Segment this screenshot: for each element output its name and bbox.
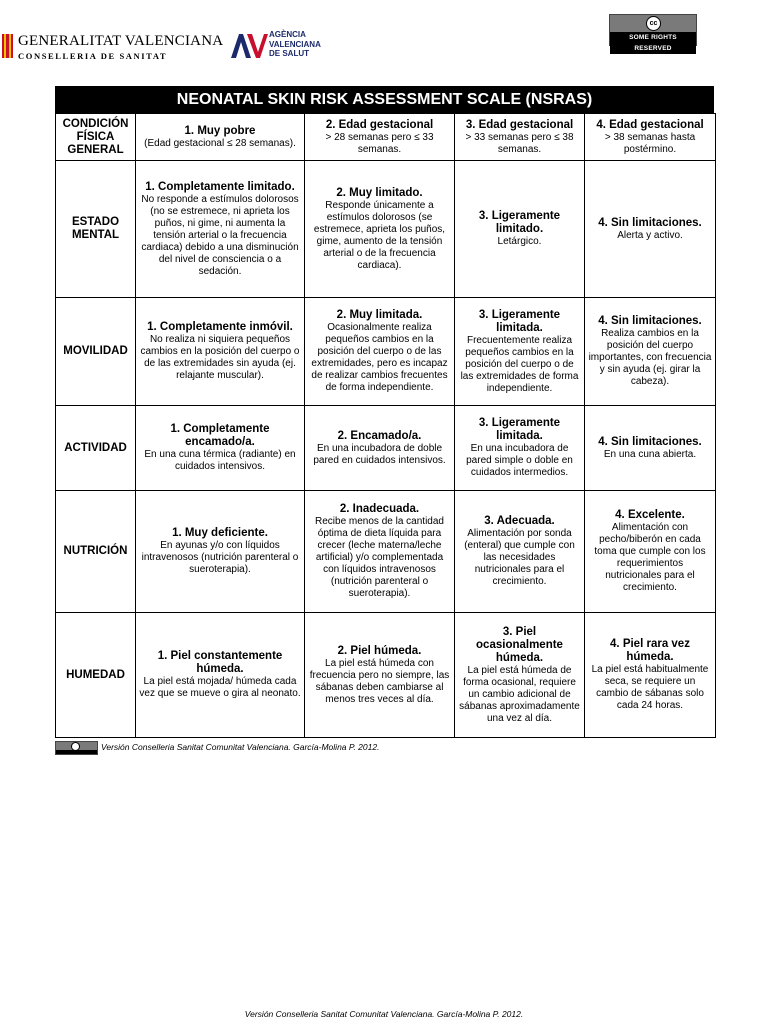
table-cell bbox=[585, 114, 716, 161]
creative-commons-badge bbox=[609, 14, 697, 52]
cell-description: La piel está húmeda de forma ocasional, requiere un cambio adicional de sábanas aproximadamente una vez al día. bbox=[459, 664, 580, 724]
cell-title: 2. Encamado/a. bbox=[337, 429, 422, 442]
cc-badge-text: SOME RIGHTS RESERVED bbox=[610, 32, 696, 54]
cell-description: Letárgico. bbox=[497, 236, 542, 247]
cell-description: En una incubadora de pared simple o doble en cuidados intermedios. bbox=[466, 443, 573, 478]
cell-title: 2. Inadecuada. bbox=[339, 503, 420, 515]
table-cell bbox=[305, 161, 455, 298]
table-cell bbox=[136, 491, 305, 613]
table-cell bbox=[585, 613, 716, 738]
cell-title: 3. Adecuada. bbox=[484, 515, 555, 527]
table-cell bbox=[136, 613, 305, 738]
cell-title: 3. Ligeramente limitada. bbox=[478, 417, 561, 442]
cell-description: Realiza cambios en la posición del cuerpo importantes, con frecuencia y sin ayuda (ej. girar la cabeza). bbox=[588, 328, 712, 387]
cc-small-badge bbox=[55, 741, 98, 755]
cell-title: 4. Sin limitaciones. bbox=[598, 216, 702, 229]
row-label: MOVILIDAD bbox=[56, 298, 136, 406]
cell-title: 2. Muy limitada. bbox=[336, 309, 423, 321]
cell-description: En una cuna térmica (radiante) en cuidados intensivos. bbox=[144, 449, 296, 472]
table-cell bbox=[305, 491, 455, 613]
cell-title: 4. Sin limitaciones. bbox=[598, 315, 702, 327]
table-cell bbox=[455, 298, 585, 406]
cc-icon: cc bbox=[646, 16, 661, 31]
cell-title: 2. Piel húmeda. bbox=[337, 644, 422, 657]
cell-title: 3. Ligeramente limitado. bbox=[478, 210, 561, 235]
table-cell bbox=[305, 613, 455, 738]
table-cell bbox=[585, 406, 716, 491]
table-row bbox=[56, 161, 716, 298]
cell-title: 4. Piel rara vez húmeda. bbox=[610, 638, 690, 663]
table-cell bbox=[136, 406, 305, 491]
table-cell bbox=[305, 114, 455, 161]
table-row bbox=[56, 114, 716, 161]
cell-title: 4. Edad gestacional bbox=[596, 118, 704, 131]
cell-description: En una cuna abierta. bbox=[603, 448, 697, 460]
cell-description: > 28 semanas pero ≤ 33 semanas. bbox=[325, 131, 434, 155]
cell-description: La piel está mojada/ húmeda cada vez que se mueve o gira al neonato. bbox=[139, 676, 301, 699]
row-label: ACTIVIDAD bbox=[56, 406, 136, 491]
table-cell bbox=[455, 161, 585, 298]
table-cell bbox=[305, 406, 455, 491]
table-cell bbox=[136, 161, 305, 298]
table-row bbox=[56, 406, 716, 491]
cell-description: > 33 semanas pero ≤ 38 semanas. bbox=[465, 131, 574, 155]
table-cell bbox=[136, 114, 305, 161]
cell-description: (Edad gestacional ≤ 28 semanas). bbox=[144, 137, 296, 149]
cell-description: Alimentación por sonda (enteral) que cumple con las necesidades nutricionales para el crecimiento. bbox=[464, 528, 575, 587]
cell-description: En una incubadora de doble pared en cuidados intensivos. bbox=[313, 442, 446, 466]
cell-description: Alimentación con pecho/biberón en cada toma que cumple con los requerimientos nutricionales para el crecimiento. bbox=[594, 522, 706, 593]
gva-subtitle: CONSELLERIA DE SANITAT bbox=[18, 51, 168, 61]
cell-description: Ocasionalmente realiza pequeños cambios en la posición del cuerpo o de las extremidades, pero es incapaz de realizar cambios frecuentes de forma independiente. bbox=[311, 322, 448, 393]
cell-description: En ayunas y/o con líquidos intravenosos (nutrición parenteral o sueroterapia). bbox=[141, 540, 299, 575]
cell-description: La piel está habitualmente seca, se requiere un cambio de sábanas solo cada 24 horas. bbox=[591, 664, 709, 711]
cell-title: 4. Excelente. bbox=[615, 509, 685, 521]
crest-icon bbox=[2, 34, 13, 58]
cell-title: 1. Muy deficiente. bbox=[172, 527, 268, 539]
table-cell bbox=[136, 298, 305, 406]
cell-title: 1. Muy pobre bbox=[184, 124, 256, 137]
cell-title: 1. Completamente encamado/a. bbox=[170, 423, 270, 448]
avs-name: AGÈNCIA VALENCIANA DE SALUT bbox=[269, 30, 321, 58]
cell-title: 3. Ligeramente limitada. bbox=[478, 308, 561, 334]
table-cell bbox=[455, 491, 585, 613]
table-cell bbox=[455, 406, 585, 491]
table-row bbox=[56, 298, 716, 406]
cell-description: Recibe menos de la cantidad óptima de dieta líquida para crecer (leche materna/leche artificial) y/o complementada con líquidos intravenosos (nutrición parenteral o sueroterapia). bbox=[315, 516, 444, 599]
avs-logo-icon bbox=[229, 30, 269, 60]
document-title: NEONATAL SKIN RISK ASSESSMENT SCALE (NSRAS) bbox=[55, 86, 714, 113]
cell-title: 1. Completamente limitado. bbox=[145, 180, 295, 193]
generalitat-valenciana-logo bbox=[0, 26, 224, 66]
cell-description: Responde únicamente a estímulos dolorosos (se estremece, aprieta los puños, gime, aumento de la tensión arterial o de la frecuencia cardiaca). bbox=[313, 199, 446, 271]
table-cell bbox=[585, 298, 716, 406]
row-label: HUMEDAD bbox=[56, 613, 136, 738]
agencia-valenciana-salut-logo bbox=[229, 28, 359, 64]
cell-title: 3. Piel ocasionalmente húmeda. bbox=[476, 625, 563, 664]
table-cell bbox=[455, 613, 585, 738]
table-row bbox=[56, 613, 716, 738]
table-cell bbox=[305, 298, 455, 406]
table-cell bbox=[455, 114, 585, 161]
row-label: ESTADO MENTAL bbox=[56, 161, 136, 298]
cell-title: 4. Sin limitaciones. bbox=[598, 435, 702, 448]
cell-description: Alerta y activo. bbox=[617, 229, 683, 241]
cell-description: No realiza ni siquiera pequeños cambios en la posición del cuerpo o de las extremidades sin ayuda (ej. relajante muscular). bbox=[140, 334, 300, 381]
cell-description: La piel está húmeda con frecuencia pero no siempre, las sábanas deben cambiarse al menos tres veces al día. bbox=[309, 657, 450, 705]
cell-title: 3. Edad gestacional bbox=[465, 118, 574, 131]
cell-description: Frecuentemente realiza pequeños cambios en la posición del cuerpo o de las extremidades de forma independiente. bbox=[460, 334, 579, 394]
row-label: CONDICIÓN FÍSICA GENERAL bbox=[56, 114, 136, 161]
table-cell bbox=[585, 161, 716, 298]
cell-title: 2. Muy limitado. bbox=[336, 186, 423, 199]
version-credit: Versión Conselleria Sanitat Comunitat Valenciana. García-Molina P. 2012. bbox=[101, 742, 380, 752]
cell-description: No responde a estímulos dolorosos (no se estremece, ni aprieta los puños, ni gime, ni aumenta la tensión arterial o la frecuencia cardiaca) debido a una disminución del nivel de consciencia o a sedación. bbox=[141, 193, 299, 277]
nsras-table bbox=[55, 113, 716, 738]
row-label: NUTRICIÓN bbox=[56, 491, 136, 613]
cell-title: 1. Completamente inmóvil. bbox=[147, 321, 293, 333]
cell-title: 1. Piel constantemente húmeda. bbox=[157, 650, 283, 675]
cell-title: 2. Edad gestacional bbox=[325, 118, 434, 131]
cell-description: > 38 semanas hasta postérmino. bbox=[604, 131, 696, 155]
footer-credit: Versión Conselleria Sanitat Comunitat Valenciana. García-Molina P. 2012. bbox=[244, 1009, 524, 1019]
table-row bbox=[56, 491, 716, 613]
table-cell bbox=[585, 491, 716, 613]
gva-name: GENERALITAT VALENCIANA bbox=[18, 33, 224, 49]
